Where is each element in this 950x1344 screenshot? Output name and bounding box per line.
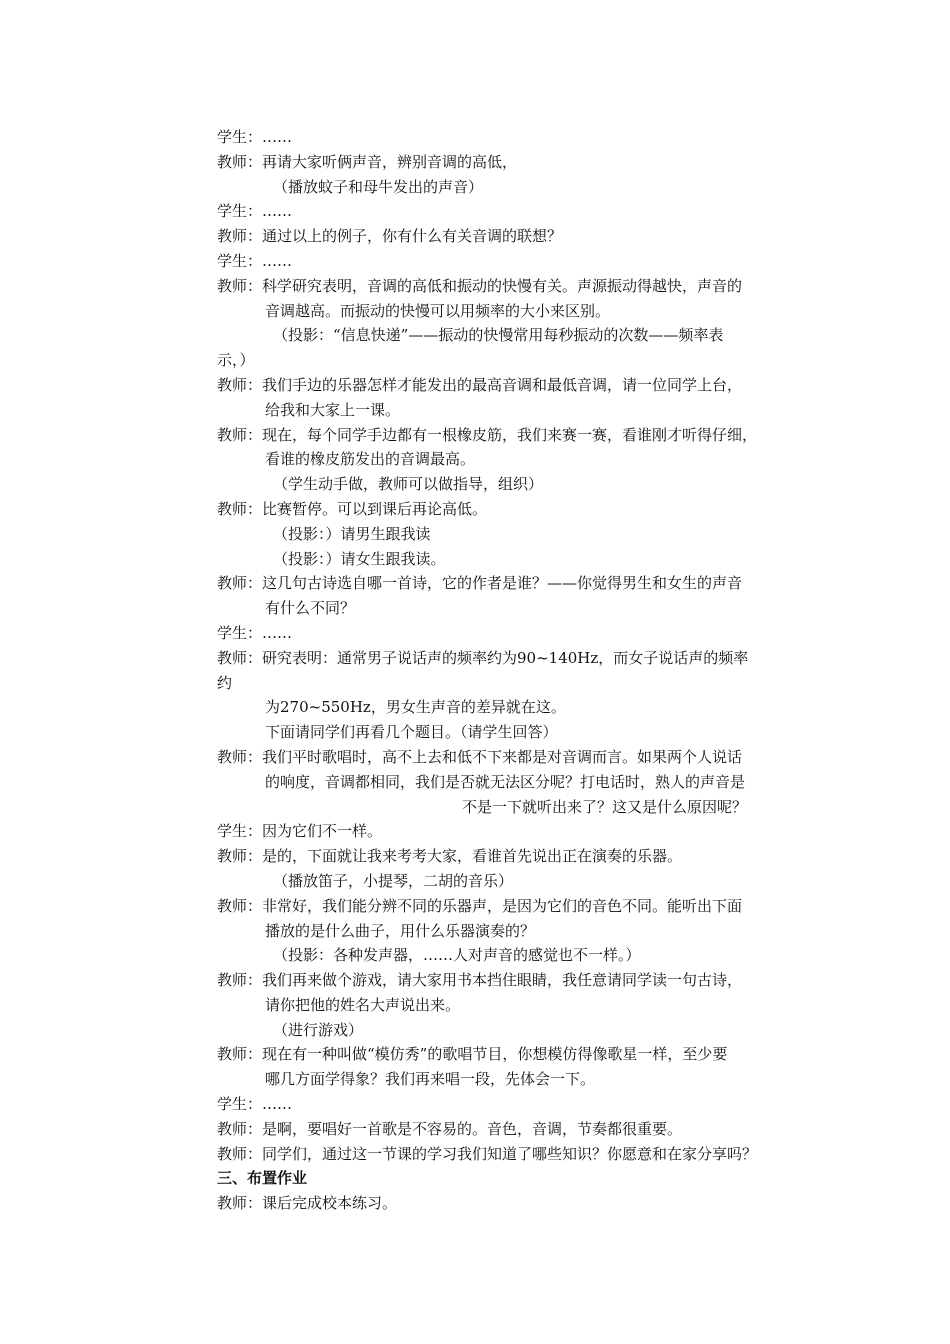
text-line: 学生：……: [217, 623, 293, 642]
text-line: 教师：现在，每个同学手边都有一根橡皮筋，我们来赛一赛，看谁刚才听得仔细，: [217, 425, 758, 444]
text-line: 教师：是啊，要唱好一首歌是不容易的。音色，音调，节奏都很重要。: [217, 1119, 683, 1138]
text-line: （投影：）请男生跟我读: [273, 524, 431, 543]
text-line: （进行游戏）: [273, 1020, 364, 1039]
text-line: 教师：课后完成校本练习。: [217, 1194, 398, 1213]
text-line: 学生：……: [217, 1095, 293, 1114]
text-line: 音调越高。而振动的快慢可以用频率的大小来区别。: [265, 301, 611, 320]
text-line: 教师：通过以上的例子，你有什么有关音调的联想？: [217, 227, 563, 246]
text-line: 教师：我们再来做个游戏，请大家用书本挡住眼睛，我任意请同学读一句古诗，: [217, 971, 743, 990]
text-line: 不是一下就听出来了？这又是什么原因呢？: [462, 797, 748, 816]
text-line: 教师：现在有一种叫做“模仿秀”的歌唱节目，你想模仿得像歌星一样，至少要: [217, 1045, 728, 1064]
text-line: 播放的是什么曲子，用什么乐器演奏的？: [265, 921, 536, 940]
lesson-transcript: [217, 125, 817, 1216]
text-line: （播放蚊子和母牛发出的声音）: [273, 177, 484, 196]
text-line: 教师：研究表明：通常男子说话声的频率约为90~140Hz，而女子说话声的频率: [217, 648, 749, 667]
text-line: 约: [217, 673, 233, 692]
text-line: （学生动手做，教师可以做指导，组织）: [273, 475, 544, 494]
text-line: 学生：因为它们不一样。: [217, 822, 383, 841]
text-line: （播放笛子，小提琴，二胡的音乐）: [273, 871, 514, 890]
text-line: 教师：比赛暂停。可以到课后再论高低。: [217, 499, 488, 518]
text-line: 教师：这几句古诗选自哪一首诗，它的作者是谁？——你觉得男生和女生的声音: [217, 574, 743, 593]
text-line: 为270~550Hz，男女生声音的差异就在这。: [265, 698, 566, 717]
text-line: 哪几方面学得象？我们再来唱一段，先体会一下。: [265, 1070, 596, 1089]
text-line: 示，）: [217, 351, 255, 370]
text-line: 学生：……: [217, 128, 293, 146]
section-heading: 三、布置作业: [217, 1169, 308, 1188]
text-line: 的响度，音调都相同，我们是否就无法区分呢？打电话时，熟人的声音是: [265, 772, 746, 791]
text-line: 请你把他的姓名大声说出来。: [265, 995, 461, 1014]
text-line: 教师：非常好，我们能分辨不同的乐器声，是因为它们的音色不同。能听出下面: [217, 896, 743, 915]
text-line: 教师：是的，下面就让我来考考大家，看谁首先说出正在演奏的乐器。: [217, 847, 683, 866]
text-line: 教师：我们平时歌唱时，高不上去和低不下来都是对音调而言。如果两个人说话: [217, 747, 743, 766]
text-line: 学生：……: [217, 202, 293, 221]
text-line: 教师：同学们，通过这一节课的学习我们知道了哪些知识？你愿意和在家分享吗？: [217, 1144, 758, 1163]
text-line: 学生：……: [217, 251, 293, 270]
text-line: 教师：我们手边的乐器怎样才能发出的最高音调和最低音调，请一位同学上台，: [217, 375, 743, 394]
text-line: 下面请同学们再看几个题目。（请学生回答）: [265, 723, 558, 742]
text-line: 给我和大家上一课。: [265, 400, 401, 419]
text-line: 教师：科学研究表明，音调的高低和振动的快慢有关。声源振动得越快，声音的: [217, 276, 743, 295]
text-line: 教师：再请大家听俩声音，辨别音调的高低，: [217, 152, 518, 171]
text-line: （投影：各种发声器，……人对声音的感觉也不一样。）: [273, 946, 641, 965]
text-line: 有什么不同？: [265, 599, 356, 618]
text-line: 看谁的橡皮筋发出的音调最高。: [265, 450, 476, 469]
text-line: （投影：）请女生跟我读。: [273, 549, 446, 568]
text-line: （投影：“信息快递”——振动的快慢常用每秒振动的次数——频率表: [273, 326, 724, 345]
